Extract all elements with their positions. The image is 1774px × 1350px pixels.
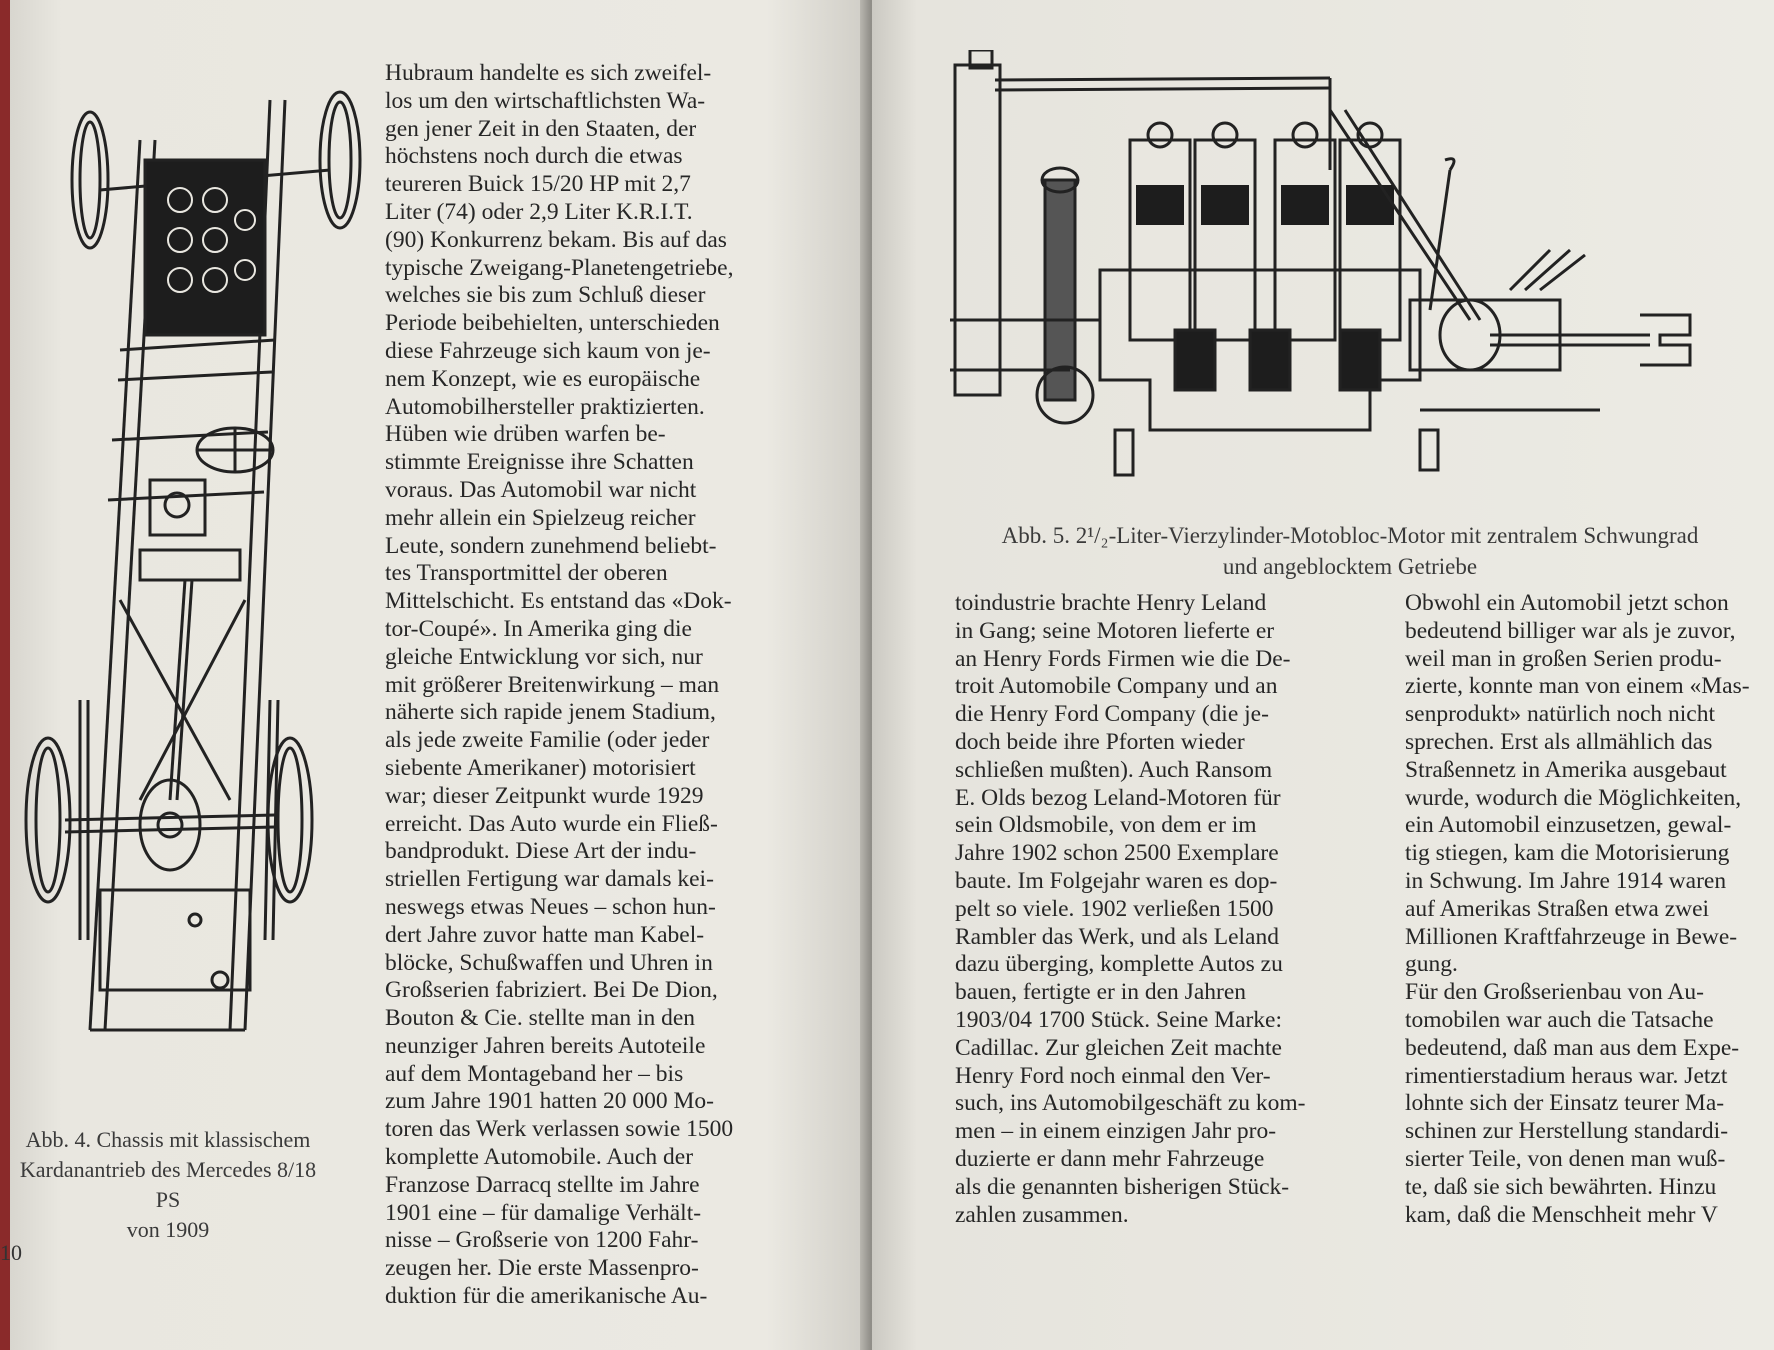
text-line: siebente Amerikaner) motorisiert xyxy=(385,754,696,781)
text-line: als jede zweite Familie (oder jeder xyxy=(385,727,710,754)
caption-line: von 1909 xyxy=(126,1217,210,1242)
text-line: teureren Buick 15/20 HP mit 2,7 xyxy=(385,171,691,198)
text-line: tomobilen war auch die Tatsache xyxy=(1405,1006,1714,1033)
text-line: Leute, sondern zunehmend beliebt- xyxy=(385,532,717,559)
text-line: komplette Automobile. Auch der xyxy=(385,1144,694,1171)
text-line: Hüben wie drüben warfen be- xyxy=(385,421,666,448)
text-line: ein Automobil einzusetzen, gewal- xyxy=(1405,812,1732,839)
text-line: schließen mußten). Auch Ransom xyxy=(955,756,1273,783)
text-line: Obwohl ein Automobil jetzt schon xyxy=(1405,590,1729,616)
text-line: bauen, fertigte er in den Jahren xyxy=(955,979,1247,1006)
text-line: dert Jahre zuvor hatte man Kabel- xyxy=(385,921,705,948)
text-line: gleiche Entwicklung vor sich, nur xyxy=(385,643,703,670)
text-line: sprechen. Erst als allmählich das xyxy=(1405,728,1713,755)
text-line: voraus. Das Automobil war nicht xyxy=(385,476,697,503)
text-line: toren das Werk verlassen sowie 1500 xyxy=(385,1116,734,1143)
text-line: neswegs etwas Neues – schon hun- xyxy=(385,893,716,920)
text-line: typische Zweigang-Planetengetriebe, xyxy=(385,254,734,281)
text-line: men – in einem einzigen Jahr pro- xyxy=(955,1118,1277,1145)
text-line: such, ins Automobilgeschäft zu kom- xyxy=(955,1090,1306,1117)
text-line: nem Konzept, wie es europäische xyxy=(385,365,701,392)
text-line: welches sie bis zum Schluß dieser xyxy=(385,282,706,309)
text-line: Periode beibehielten, unterschieden xyxy=(385,310,720,337)
text-line: duzierte er dann mehr Fahrzeuge xyxy=(955,1145,1265,1172)
text-line: E. Olds bezog Leland-Motoren für xyxy=(955,784,1281,811)
text-line: bedeutend billiger war als je zuvor, xyxy=(1405,617,1736,644)
caption-line: und angeblocktem Getriebe xyxy=(1222,554,1478,579)
text-line: lohnte sich der Einsatz teurer Ma- xyxy=(1405,1090,1725,1117)
text-line: Großserien fabriziert. Bei De Dion, xyxy=(385,977,718,1004)
text-line: Henry Ford noch einmal den Ver- xyxy=(955,1062,1271,1089)
text-line: Rambler das Werk, und als Leland xyxy=(955,923,1279,950)
text-line: dazu überging, komplette Autos zu xyxy=(955,951,1283,978)
caption-line: Kardanantrieb des Mercedes 8/18 PS xyxy=(19,1157,317,1212)
text-line: Automobilhersteller praktizierten. xyxy=(385,393,705,420)
caption-line: Abb. 5. 2¹/₂-Liter-Vierzylinder-Motobloc-Motor mit zentralem Schwungrad xyxy=(1001,523,1699,548)
text-line: zierte, konnte man von einem «Mas- xyxy=(1405,673,1750,700)
text-line: weil man in großen Serien produ- xyxy=(1405,645,1722,672)
text-line: tig stiegen, kam die Motorisierung xyxy=(1405,840,1730,867)
text-line: sein Oldsmobile, von dem er im xyxy=(955,812,1257,839)
engine-illustration xyxy=(950,50,1730,520)
text-line: bandprodukt. Diese Art der indu- xyxy=(385,838,697,865)
text-line: bedeutend, daß man aus dem Expe- xyxy=(1405,1034,1740,1061)
text-line: baute. Im Folgejahr waren es dop- xyxy=(955,867,1278,894)
text-line: troit Automobile Company und an xyxy=(955,673,1278,700)
figure-4-caption xyxy=(18,1125,318,1245)
text-line: mit größerer Breitenwirkung – man xyxy=(385,671,720,698)
text-line: gen jener Zeit in den Staaten, der xyxy=(385,115,697,142)
text-line: rimentierstadium heraus war. Jetzt xyxy=(1405,1062,1728,1089)
text-line: Jahre 1902 schon 2500 Exemplare xyxy=(955,840,1279,867)
text-line: Franzose Darracq stellte im Jahre xyxy=(385,1171,700,1198)
text-line: pelt so viele. 1902 verließen 1500 xyxy=(955,895,1274,922)
text-line: wurde, wodurch die Möglichkeiten, xyxy=(1405,784,1742,811)
text-line: (90) Konkurrenz bekam. Bis auf das xyxy=(385,226,727,253)
text-line: auf dem Montageband her – bis xyxy=(385,1060,684,1087)
text-line: erreicht. Das Auto wurde ein Fließ- xyxy=(385,810,718,837)
chassis-illustration xyxy=(20,80,370,1100)
text-line: auf Amerikas Straßen etwa zwei xyxy=(1405,895,1710,922)
text-line: zahlen zusammen. xyxy=(955,1201,1129,1228)
text-line: an Henry Fords Firmen wie die De- xyxy=(955,645,1291,672)
text-line: kam, daß die Menschheit mehr V xyxy=(1405,1201,1718,1228)
text-line: zum Jahre 1901 hatten 20 000 Mo- xyxy=(385,1088,714,1115)
figure-5-caption xyxy=(950,520,1750,582)
text-line: duktion für die amerikanische Au- xyxy=(385,1283,708,1310)
text-line: neunziger Jahren bereits Autoteile xyxy=(385,1032,706,1059)
text-line: näherte sich rapide jenem Stadium, xyxy=(385,699,716,726)
text-line: Liter (74) oder 2,9 Liter K.R.I.T. xyxy=(385,198,693,225)
text-line: Für den Großserienbau von Au- xyxy=(1405,979,1704,1006)
text-line: mehr allein ein Spielzeug reicher xyxy=(385,504,696,531)
text-line: in Gang; seine Motoren lieferte er xyxy=(955,617,1275,644)
text-line: toindustrie brachte Henry Leland xyxy=(955,590,1267,616)
text-line: nisse – Großserie von 1200 Fahr- xyxy=(385,1227,699,1254)
text-line: Straßennetz in Amerika ausgebaut xyxy=(1405,756,1727,783)
left-page-body-text xyxy=(385,60,805,1311)
text-line: Mittelschicht. Es entstand das «Dok- xyxy=(385,588,732,615)
text-line: zeugen her. Die erste Massenpro- xyxy=(385,1255,699,1282)
text-line: doch beide ihre Pforten wieder xyxy=(955,728,1245,755)
text-line: die Henry Ford Company (die je- xyxy=(955,701,1269,728)
text-line: 1901 eine – für damalige Verhält- xyxy=(385,1199,702,1226)
text-line: los um den wirtschaftlichsten Wa- xyxy=(385,87,706,114)
text-line: Cadillac. Zur gleichen Zeit machte xyxy=(955,1034,1282,1061)
text-line: striellen Fertigung war damals kei- xyxy=(385,866,714,893)
text-line: Millionen Kraftfahrzeuge in Bewe- xyxy=(1405,923,1738,950)
text-line: schinen zur Herstellung standardi- xyxy=(1405,1118,1729,1145)
text-line: stimmte Ereignisse ihre Schatten xyxy=(385,449,694,476)
book-binding-edge xyxy=(0,0,10,1350)
text-line: war; dieser Zeitpunkt wurde 1929 xyxy=(385,782,704,809)
text-line: te, daß sie sich bewährten. Hinzu xyxy=(1405,1173,1717,1200)
right-page-column-2 xyxy=(1405,590,1774,1229)
text-line: diese Fahrzeuge sich kaum von je- xyxy=(385,337,711,364)
right-page-column-1 xyxy=(955,590,1375,1229)
page-number: 10 xyxy=(0,1240,22,1265)
text-line: gung. xyxy=(1405,951,1458,978)
text-line: senprodukt» natürlich noch nicht xyxy=(1405,701,1715,728)
text-line: als die genannten bisherigen Stück- xyxy=(955,1173,1290,1200)
text-line: Bouton & Cie. stellte man in den xyxy=(385,1005,696,1032)
text-line: tes Transportmittel der oberen xyxy=(385,560,668,587)
text-line: höchstens noch durch die etwas xyxy=(385,143,683,170)
text-line: blöcke, Schußwaffen und Uhren in xyxy=(385,949,713,976)
text-line: tor-Coupé». In Amerika ging die xyxy=(385,615,692,642)
text-line: in Schwung. Im Jahre 1914 waren xyxy=(1405,867,1727,894)
text-line: 1903/04 1700 Stück. Seine Marke: xyxy=(955,1006,1283,1033)
caption-line: Abb. 4. Chassis mit klassischem xyxy=(25,1127,311,1152)
text-line: Hubraum handelte es sich zweifel- xyxy=(385,60,712,86)
text-line: sierter Teile, von denen man wuß- xyxy=(1405,1145,1726,1172)
